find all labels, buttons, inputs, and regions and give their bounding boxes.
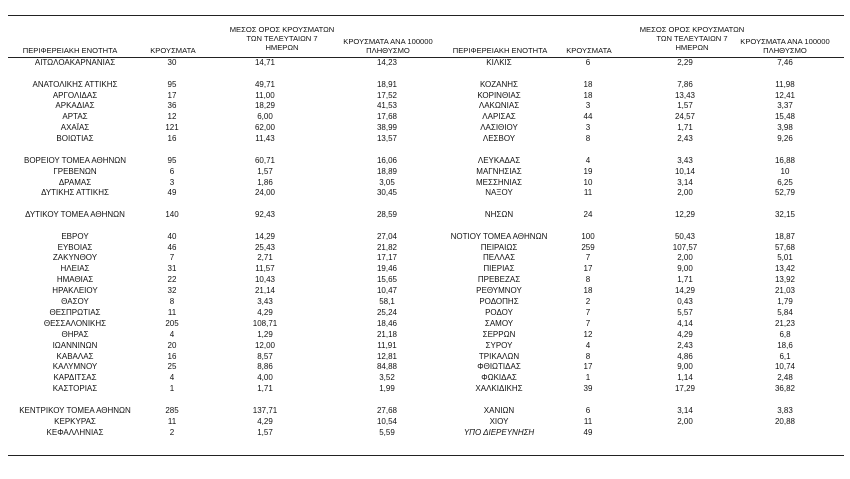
left-cases-cell: 12 bbox=[167, 112, 177, 122]
right-name-cell: ΥΠΟ ΔΙΕΡΕΥΝΗΣΗ bbox=[463, 427, 535, 437]
right-cases-cell: 17 bbox=[583, 362, 593, 372]
right-per100k-cell: 1,79 bbox=[777, 297, 793, 306]
table-row bbox=[0, 101, 850, 111]
left-per100k-cell: 1,99 bbox=[379, 384, 395, 394]
table-row bbox=[0, 264, 850, 274]
right-cases-cell: 259 bbox=[581, 242, 595, 252]
left-avg-cell: 4,00 bbox=[257, 373, 273, 383]
left-cases-cell: 49 bbox=[167, 188, 177, 198]
left-per100k-cell: 18,91 bbox=[376, 79, 398, 89]
left-avg-cell: 24,00 bbox=[254, 188, 276, 198]
right-avg-cell: 4,86 bbox=[677, 351, 693, 361]
left-name-cell: ΗΜΑΘΙΑΣ bbox=[56, 275, 94, 285]
right-cases-cell: 11 bbox=[583, 416, 593, 426]
right-cases-cell: 7 bbox=[585, 307, 591, 317]
right-name-cell: ΝΗΣΩΝ bbox=[484, 210, 514, 219]
right-cases-cell: 6 bbox=[585, 405, 591, 415]
left-name-cell: ΘΕΣΠΡΩΤΙΑΣ bbox=[49, 307, 101, 317]
right-avg-cell: 2,29 bbox=[677, 58, 693, 67]
table-row bbox=[0, 210, 850, 220]
right-name-cell: ΣΕΡΡΩΝ bbox=[482, 329, 516, 339]
right-cases-cell: 3 bbox=[585, 123, 591, 133]
left-name-cell: ΚΕΝΤΡΙΚΟΥ ΤΟΜΕΑ ΑΘΗΝΩΝ bbox=[19, 405, 131, 415]
left-avg-cell: 11,57 bbox=[255, 264, 275, 274]
table-row bbox=[0, 188, 850, 198]
left-cases-cell: 25 bbox=[167, 362, 177, 372]
left-cases-cell: 140 bbox=[165, 210, 179, 219]
right-name-cell: ΛΑΣΙΘΙΟΥ bbox=[480, 123, 518, 133]
right-name-cell: ΚΟΖΑΝΗΣ bbox=[479, 79, 519, 89]
left-avg-cell: 12,00 bbox=[254, 340, 276, 350]
left-per100k-cell: 10,54 bbox=[376, 416, 398, 426]
left-avg-cell: 92,43 bbox=[254, 210, 276, 219]
table-row bbox=[0, 417, 850, 427]
right-cases-cell: 8 bbox=[585, 351, 591, 361]
left-cases-cell: 22 bbox=[167, 275, 177, 285]
right-cases-cell: 18 bbox=[583, 79, 593, 89]
left-avg-cell: 11,00 bbox=[255, 90, 275, 100]
left-cases-cell: 16 bbox=[167, 134, 177, 144]
left-cases-cell: 121 bbox=[165, 123, 179, 133]
left-name-cell: ΑΡΤΑΣ bbox=[62, 112, 88, 122]
right-name-cell: ΧΙΟΥ bbox=[489, 416, 509, 426]
left-name-cell: ΑΡΓΟΛΙΔΑΣ bbox=[52, 90, 98, 100]
right-per100k-cell: 5,84 bbox=[777, 307, 793, 317]
right-name-cell: ΡΟΔΟΥ bbox=[485, 307, 513, 317]
left-per100k-cell: 11,91 bbox=[377, 340, 397, 350]
right-per100k-cell: 3,37 bbox=[777, 101, 793, 111]
right-avg-cell: 2,00 bbox=[677, 188, 693, 198]
left-per100k-cell: 38,99 bbox=[376, 123, 398, 133]
table-row bbox=[0, 341, 850, 351]
left-avg-cell: 62,00 bbox=[254, 123, 276, 133]
left-per100k-cell: 12,81 bbox=[376, 351, 398, 361]
left-cases-cell: 17 bbox=[167, 90, 177, 100]
left-cases-cell: 95 bbox=[167, 79, 177, 89]
table-row bbox=[0, 428, 850, 438]
right-per100k-cell: 13,92 bbox=[774, 275, 796, 285]
right-per100k-cell: 18,6 bbox=[777, 340, 793, 350]
left-per100k-cell: 19,46 bbox=[376, 264, 398, 274]
left-name-cell: ΔΥΤΙΚΟΥ ΤΟΜΕΑ ΑΘΗΝΩΝ bbox=[25, 210, 125, 219]
header-region-right: ΠΕΡΙΦΕΡΕΙΑΚΗ ΕΝΟΤΗΤΑ bbox=[452, 46, 548, 55]
left-name-cell: ΘΗΡΑΣ bbox=[61, 329, 89, 339]
left-name-cell: ΚΑΣΤΟΡΙΑΣ bbox=[52, 384, 98, 394]
header-per100k-right bbox=[725, 37, 845, 55]
left-cases-cell: 20 bbox=[167, 340, 177, 350]
left-name-cell: ΑΧΑΪΑΣ bbox=[60, 123, 90, 133]
left-cases-cell: 7 bbox=[169, 253, 175, 263]
left-per100k-cell: 13,57 bbox=[376, 134, 398, 144]
left-cases-cell: 30 bbox=[167, 58, 177, 67]
header-per100k-line-2: ΠΛΗΘΥΣΜΟ bbox=[763, 46, 807, 55]
left-cases-cell: 31 bbox=[167, 264, 177, 274]
table-row bbox=[0, 275, 850, 285]
left-per100k-cell: 15,65 bbox=[376, 275, 398, 285]
table-row bbox=[0, 123, 850, 133]
right-per100k-cell: 15,48 bbox=[774, 112, 796, 122]
left-name-cell: ΙΩΑΝΝΙΝΩΝ bbox=[52, 340, 98, 350]
top-border bbox=[8, 15, 844, 16]
left-per100k-cell: 10,47 bbox=[376, 286, 398, 296]
right-per100k-cell: 21,03 bbox=[774, 286, 796, 296]
right-name-cell: ΠΡΕΒΕΖΑΣ bbox=[477, 275, 521, 285]
right-cases-cell: 11 bbox=[583, 188, 593, 198]
left-per100k-cell: 3,52 bbox=[379, 373, 395, 383]
right-avg-cell: 24,57 bbox=[674, 112, 696, 122]
right-cases-cell: 18 bbox=[583, 286, 593, 296]
left-name-cell: ΚΕΡΚΥΡΑΣ bbox=[54, 416, 96, 426]
left-cases-cell: 11 bbox=[167, 307, 177, 317]
header-per100k-line-1: ΚΡΟΥΣΜΑΤΑ ΑΝΑ 100000 bbox=[343, 37, 433, 46]
header-avg-line-2: ΤΩΝ ΤΕΛΕΥΤΑΙΩΝ 7 bbox=[246, 34, 318, 43]
right-cases-cell: 44 bbox=[583, 112, 593, 122]
left-avg-cell: 1,86 bbox=[257, 177, 273, 187]
right-per100k-cell: 36,82 bbox=[774, 384, 796, 394]
left-per100k-cell: 25,24 bbox=[376, 307, 398, 317]
right-per100k-cell: 18,87 bbox=[774, 231, 796, 241]
right-per100k-cell: 6,25 bbox=[777, 177, 793, 187]
right-per100k-cell: 5,01 bbox=[777, 253, 793, 263]
table-row bbox=[0, 330, 850, 340]
left-name-cell: ΕΥΒΟΙΑΣ bbox=[57, 242, 93, 252]
right-cases-cell: 2 bbox=[585, 297, 591, 306]
right-name-cell: ΠΕΛΛΑΣ bbox=[482, 253, 516, 263]
right-per100k-cell: 6,1 bbox=[779, 351, 791, 361]
right-cases-cell: 12 bbox=[583, 329, 593, 339]
left-per100k-cell: 18,89 bbox=[376, 166, 398, 176]
left-avg-cell: 3,43 bbox=[257, 297, 273, 306]
left-per100k-cell: 84,88 bbox=[376, 362, 398, 372]
right-avg-cell: 17,29 bbox=[674, 384, 696, 394]
right-cases-cell: 4 bbox=[585, 340, 591, 350]
right-name-cell: ΝΟΤΙΟΥ ΤΟΜΕΑ ΑΘΗΝΩΝ bbox=[450, 231, 548, 241]
left-name-cell: ΘΑΣΟΥ bbox=[61, 297, 89, 306]
right-per100k-cell: 12,41 bbox=[774, 90, 796, 100]
right-per100k-cell: 3,98 bbox=[777, 123, 793, 133]
left-per100k-cell: 21,82 bbox=[376, 242, 398, 252]
right-name-cell: ΧΑΝΙΩΝ bbox=[483, 405, 515, 415]
left-per100k-cell: 30,45 bbox=[376, 188, 398, 198]
left-per100k-cell: 17,52 bbox=[376, 90, 398, 100]
right-per100k-cell: 16,88 bbox=[774, 155, 796, 165]
left-avg-cell: 8,86 bbox=[257, 362, 273, 372]
table-row bbox=[0, 352, 850, 362]
bottom-border bbox=[8, 455, 844, 456]
left-name-cell: ΒΟΡΕΙΟΥ ΤΟΜΕΑ ΑΘΗΝΩΝ bbox=[23, 155, 127, 165]
right-avg-cell: 2,43 bbox=[677, 340, 693, 350]
table-row bbox=[0, 384, 850, 394]
table-row bbox=[0, 319, 850, 329]
right-avg-cell: 5,57 bbox=[677, 307, 693, 317]
table-row bbox=[0, 362, 850, 372]
right-name-cell: ΠΙΕΡΙΑΣ bbox=[483, 264, 515, 274]
right-per100k-cell: 13,42 bbox=[774, 264, 796, 274]
left-avg-cell: 10,43 bbox=[254, 275, 276, 285]
right-name-cell: ΣΥΡΟΥ bbox=[485, 340, 513, 350]
right-name-cell: ΚΙΛΚΙΣ bbox=[486, 58, 512, 67]
left-name-cell: ΕΒΡΟΥ bbox=[61, 231, 89, 241]
right-cases-cell: 39 bbox=[583, 384, 593, 394]
left-name-cell: ΚΑΒΑΛΑΣ bbox=[56, 351, 94, 361]
right-avg-cell: 3,43 bbox=[677, 155, 693, 165]
right-name-cell: ΛΕΣΒΟΥ bbox=[482, 134, 516, 144]
table-row bbox=[0, 286, 850, 296]
left-cases-cell: 4 bbox=[169, 329, 175, 339]
right-per100k-cell: 20,88 bbox=[774, 416, 796, 426]
left-avg-cell: 1,57 bbox=[257, 427, 273, 437]
right-avg-cell: 4,14 bbox=[677, 318, 693, 328]
right-avg-cell: 2,00 bbox=[677, 253, 693, 263]
right-name-cell: ΠΕΙΡΑΙΩΣ bbox=[480, 242, 518, 252]
right-cases-cell: 17 bbox=[583, 264, 593, 274]
right-cases-cell: 8 bbox=[585, 275, 591, 285]
table-row bbox=[0, 58, 850, 68]
right-avg-cell: 0,43 bbox=[677, 297, 693, 306]
left-name-cell: ΑΝΑΤΟΛΙΚΗΣ ΑΤΤΙΚΗΣ bbox=[32, 79, 118, 89]
left-cases-cell: 40 bbox=[167, 231, 177, 241]
left-cases-cell: 6 bbox=[169, 166, 175, 176]
right-avg-cell: 14,29 bbox=[674, 286, 696, 296]
right-per100k-cell: 2,48 bbox=[777, 373, 793, 383]
table-row bbox=[0, 406, 850, 416]
left-per100k-cell: 58,1 bbox=[379, 297, 395, 306]
table-row bbox=[0, 308, 850, 318]
left-cases-cell: 285 bbox=[165, 405, 179, 415]
left-avg-cell: 4,29 bbox=[257, 416, 273, 426]
table-row bbox=[0, 232, 850, 242]
right-avg-cell: 2,00 bbox=[677, 416, 693, 426]
right-name-cell: ΤΡΙΚΑΛΩΝ bbox=[478, 351, 520, 361]
right-cases-cell: 8 bbox=[585, 134, 591, 144]
right-cases-cell: 1 bbox=[585, 373, 591, 383]
right-name-cell: ΦΩΚΙΔΑΣ bbox=[481, 373, 517, 383]
table-row bbox=[0, 80, 850, 90]
right-avg-cell: 1,57 bbox=[677, 101, 693, 111]
right-cases-cell: 3 bbox=[585, 101, 591, 111]
right-avg-cell: 3,14 bbox=[677, 405, 693, 415]
right-avg-cell: 1,71 bbox=[677, 123, 693, 133]
left-cases-cell: 46 bbox=[167, 242, 177, 252]
left-cases-cell: 8 bbox=[169, 297, 175, 306]
left-name-cell: ΚΕΦΑΛΛΗΝΙΑΣ bbox=[46, 427, 104, 437]
left-name-cell: ΑΙΤΩΛΟΑΚΑΡΝΑΝΙΑΣ bbox=[34, 58, 116, 67]
right-avg-cell: 9,00 bbox=[677, 362, 693, 372]
left-name-cell: ΗΛΕΙΑΣ bbox=[60, 264, 90, 274]
right-avg-cell: 10,14 bbox=[674, 166, 696, 176]
right-name-cell: ΦΘΙΩΤΙΔΑΣ bbox=[477, 362, 521, 372]
right-cases-cell: 19 bbox=[583, 166, 593, 176]
left-name-cell: ΔΥΤΙΚΗΣ ΑΤΤΙΚΗΣ bbox=[41, 188, 109, 198]
right-avg-cell: 9,00 bbox=[677, 264, 693, 274]
left-avg-cell: 11,43 bbox=[255, 134, 275, 144]
right-avg-cell: 50,43 bbox=[674, 231, 696, 241]
left-per100k-cell: 14,23 bbox=[376, 58, 398, 67]
left-avg-cell: 4,29 bbox=[257, 307, 273, 317]
header-per100k-line-2: ΠΛΗΘΥΣΜΟ bbox=[366, 46, 410, 55]
right-cases-cell: 100 bbox=[581, 231, 595, 241]
header-cases-right: ΚΡΟΥΣΜΑΤΑ bbox=[566, 46, 612, 55]
left-name-cell: ΚΑΡΔΙΤΣΑΣ bbox=[53, 373, 97, 383]
left-name-cell: ΔΡΑΜΑΣ bbox=[58, 177, 92, 187]
left-cases-cell: 1 bbox=[169, 384, 175, 394]
left-name-cell: ΚΑΛΥΜΝΟΥ bbox=[52, 362, 98, 372]
header-avg-line-2: ΤΩΝ ΤΕΛΕΥΤΑΙΩΝ 7 bbox=[656, 34, 728, 43]
right-name-cell: ΡΟΔΟΠΗΣ bbox=[479, 297, 519, 306]
table-row bbox=[0, 91, 850, 101]
header-avg-line-3: ΗΜΕΡΩΝ bbox=[265, 43, 299, 52]
right-avg-cell: 12,29 bbox=[674, 210, 696, 219]
left-name-cell: ΘΕΣΣΑΛΟΝΙΚΗΣ bbox=[43, 318, 107, 328]
right-cases-cell: 7 bbox=[585, 318, 591, 328]
table-row bbox=[0, 297, 850, 307]
left-name-cell: ΖΑΚΥΝΘΟΥ bbox=[52, 253, 98, 263]
header-per100k-line-1: ΚΡΟΥΣΜΑΤΑ ΑΝΑ 100000 bbox=[740, 37, 830, 46]
left-avg-cell: 14,29 bbox=[254, 231, 276, 241]
left-cases-cell: 36 bbox=[167, 101, 177, 111]
right-avg-cell: 13,43 bbox=[674, 90, 696, 100]
left-cases-cell: 2 bbox=[169, 427, 175, 437]
left-avg-cell: 60,71 bbox=[254, 155, 276, 165]
right-name-cell: ΛΑΚΩΝΙΑΣ bbox=[478, 101, 520, 111]
left-cases-cell: 32 bbox=[167, 286, 177, 296]
right-cases-cell: 6 bbox=[585, 58, 591, 67]
left-avg-cell: 49,71 bbox=[254, 79, 276, 89]
right-per100k-cell: 6,8 bbox=[779, 329, 791, 339]
header-region-left: ΠΕΡΙΦΕΡΕΙΑΚΗ ΕΝΟΤΗΤΑ bbox=[22, 46, 118, 55]
left-avg-cell: 8,57 bbox=[257, 351, 273, 361]
right-name-cell: ΧΑΛΚΙΔΙΚΗΣ bbox=[475, 384, 523, 394]
table-row bbox=[0, 167, 850, 177]
header-avg-line-3: ΗΜΕΡΩΝ bbox=[675, 43, 709, 52]
left-per100k-cell: 28,59 bbox=[376, 210, 398, 219]
table-row bbox=[0, 112, 850, 122]
left-avg-cell: 25,43 bbox=[254, 242, 276, 252]
left-cases-cell: 16 bbox=[167, 351, 177, 361]
right-per100k-cell: 10,74 bbox=[774, 362, 796, 372]
left-per100k-cell: 27,68 bbox=[376, 405, 398, 415]
right-per100k-cell: 52,79 bbox=[774, 188, 796, 198]
left-cases-cell: 4 bbox=[169, 373, 175, 383]
right-avg-cell: 2,43 bbox=[677, 134, 693, 144]
left-per100k-cell: 27,04 bbox=[376, 231, 398, 241]
left-avg-cell: 14,71 bbox=[254, 58, 276, 67]
right-cases-cell: 49 bbox=[583, 427, 593, 437]
right-per100k-cell: 10 bbox=[780, 166, 790, 176]
table-row bbox=[0, 178, 850, 188]
right-avg-cell: 1,14 bbox=[677, 373, 693, 383]
right-name-cell: ΛΕΥΚΑΔΑΣ bbox=[477, 155, 521, 165]
left-per100k-cell: 17,17 bbox=[376, 253, 398, 263]
left-name-cell: ΒΟΙΩΤΙΑΣ bbox=[56, 134, 94, 144]
left-avg-cell: 1,57 bbox=[257, 166, 273, 176]
right-name-cell: ΚΟΡΙΝΘΙΑΣ bbox=[477, 90, 521, 100]
right-per100k-cell: 11,98 bbox=[775, 79, 795, 89]
right-avg-cell: 107,57 bbox=[672, 242, 698, 252]
left-cases-cell: 95 bbox=[167, 155, 177, 165]
table-row bbox=[0, 373, 850, 383]
right-name-cell: ΝΑΞΟΥ bbox=[485, 188, 513, 198]
right-per100k-cell: 3,83 bbox=[777, 405, 793, 415]
table-row bbox=[0, 156, 850, 166]
right-cases-cell: 10 bbox=[583, 177, 593, 187]
right-per100k-cell: 32,15 bbox=[774, 210, 796, 219]
left-cases-cell: 205 bbox=[165, 318, 179, 328]
header-avg-line-1: ΜΕΣΟΣ ΟΡΟΣ ΚΡΟΥΣΜΑΤΩΝ bbox=[639, 25, 745, 34]
left-avg-cell: 1,29 bbox=[257, 329, 273, 339]
left-avg-cell: 18,29 bbox=[254, 101, 276, 111]
left-per100k-cell: 17,68 bbox=[376, 112, 398, 122]
left-name-cell: ΓΡΕΒΕΝΩΝ bbox=[53, 166, 97, 176]
table-row bbox=[0, 243, 850, 253]
right-name-cell: ΜΕΣΣΗΝΙΑΣ bbox=[476, 177, 522, 187]
left-per100k-cell: 21,18 bbox=[376, 329, 398, 339]
right-name-cell: ΡΕΘΥΜΝΟΥ bbox=[476, 286, 522, 296]
right-cases-cell: 18 bbox=[583, 90, 593, 100]
left-avg-cell: 6,00 bbox=[257, 112, 273, 122]
left-per100k-cell: 41,53 bbox=[376, 101, 398, 111]
right-avg-cell: 3,14 bbox=[677, 177, 693, 187]
left-per100k-cell: 18,46 bbox=[376, 318, 398, 328]
left-avg-cell: 137,71 bbox=[252, 405, 278, 415]
left-per100k-cell: 5,59 bbox=[379, 427, 395, 437]
left-avg-cell: 1,71 bbox=[257, 384, 273, 394]
left-avg-cell: 108,71 bbox=[252, 318, 278, 328]
right-avg-cell: 4,29 bbox=[677, 329, 693, 339]
right-per100k-cell: 9,26 bbox=[777, 134, 793, 144]
table-row bbox=[0, 253, 850, 263]
right-cases-cell: 7 bbox=[585, 253, 591, 263]
left-name-cell: ΑΡΚΑΔΙΑΣ bbox=[55, 101, 95, 111]
left-name-cell: ΗΡΑΚΛΕΙΟΥ bbox=[52, 286, 98, 296]
header-avg-line-1: ΜΕΣΟΣ ΟΡΟΣ ΚΡΟΥΣΜΑΤΩΝ bbox=[229, 25, 335, 34]
right-avg-cell: 7,86 bbox=[677, 79, 693, 89]
left-cases-cell: 3 bbox=[169, 177, 175, 187]
left-per100k-cell: 16,06 bbox=[376, 155, 398, 165]
right-cases-cell: 24 bbox=[583, 210, 593, 219]
right-name-cell: ΜΑΓΝΗΣΙΑΣ bbox=[476, 166, 522, 176]
right-name-cell: ΛΑΡΙΣΑΣ bbox=[482, 112, 516, 122]
header-cases-left: ΚΡΟΥΣΜΑΤΑ bbox=[150, 46, 196, 55]
table-row bbox=[0, 134, 850, 144]
left-avg-cell: 21,14 bbox=[254, 286, 276, 296]
left-cases-cell: 11 bbox=[167, 416, 177, 426]
right-per100k-cell: 7,46 bbox=[777, 58, 793, 67]
right-name-cell: ΣΑΜΟΥ bbox=[484, 318, 514, 328]
right-cases-cell: 4 bbox=[585, 155, 591, 165]
left-per100k-cell: 3,05 bbox=[379, 177, 395, 187]
right-per100k-cell: 57,68 bbox=[774, 242, 796, 252]
left-avg-cell: 2,71 bbox=[257, 253, 273, 263]
right-per100k-cell: 21,23 bbox=[774, 318, 796, 328]
right-avg-cell: 1,71 bbox=[677, 275, 693, 285]
